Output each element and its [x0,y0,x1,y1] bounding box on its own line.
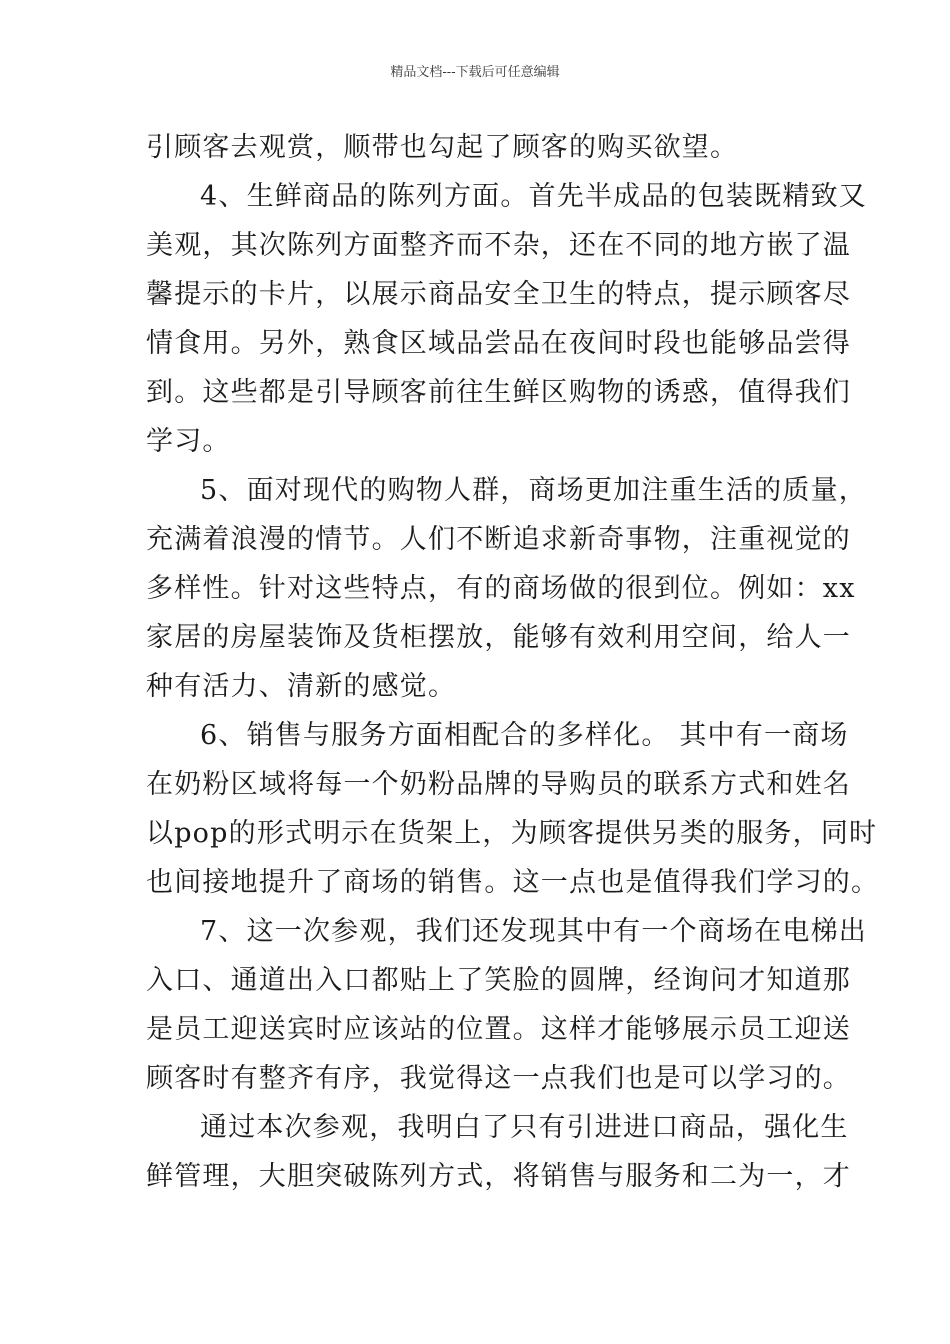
paragraph-start-line: 5、面对现代的购物人群，商场更加注重生活的质量， [200,475,867,506]
text-line: 到。这些都是引导顾客前往生鲜区购物的诱惑，值得我们 [146,377,851,408]
text-line: 是员工迎送宾时应该站的位置。这样才能够展示员工迎送 [146,1014,851,1045]
document-body [146,123,880,1201]
text-line: 多样性。针对这些特点，有的商场做的很到位。例如：xx [146,573,856,604]
text-line: 顾客时有整齐有序，我觉得这一点我们也是可以学习的。 [146,1063,851,1094]
text-line: 馨提示的卡片，以展示商品安全卫生的特点，提示顾客尽 [146,279,851,310]
text-line: 情食用。另外，熟食区域品尝品在夜间时段也能够品尝得 [146,328,851,359]
text-line: 种有活力、清新的感觉。 [146,671,457,702]
paragraph-start-line: 4、生鲜商品的陈列方面。首先半成品的包装既精致又 [200,181,867,212]
text-line: 美观，其次陈列方面整齐而不杂，还在不同的地方嵌了温 [146,230,851,261]
text-line: 以pop的形式明示在货架上，为顾客提供另类的服务，同时 [146,818,878,849]
text-line: 鲜管理，大胆突破陈列方式，将销售与服务和二为一，才 [146,1161,851,1192]
text-line: 家居的房屋装饰及货柜摆放，能够有效利用空间，给人一 [146,622,851,653]
text-line: 在奶粉区域将每一个奶粉品牌的导购员的联系方式和姓名 [146,769,851,800]
paragraph-start-line: 6、销售与服务方面相配合的多样化。 其中有一商场 [200,720,849,751]
text-line: 引顾客去观赏，顺带也勾起了顾客的购买欲望。 [146,132,739,163]
paragraph-start-line: 通过本次参观，我明白了只有引进进口商品，强化生 [200,1112,849,1143]
text-line: 充满着浪漫的情节。人们不断追求新奇事物，注重视觉的 [146,524,851,555]
text-line: 也间接地提升了商场的销售。这一点也是值得我们学习的。 [146,867,880,898]
paragraph-start-line: 7、这一次参观，我们还发现其中有一个商场在电梯出 [200,916,867,947]
text-line: 入口、通道出入口都贴上了笑脸的圆牌，经询问才知道那 [146,965,851,996]
text-line: 学习。 [146,426,231,457]
page-header: 精品文档---下载后可任意编辑 [390,65,560,80]
